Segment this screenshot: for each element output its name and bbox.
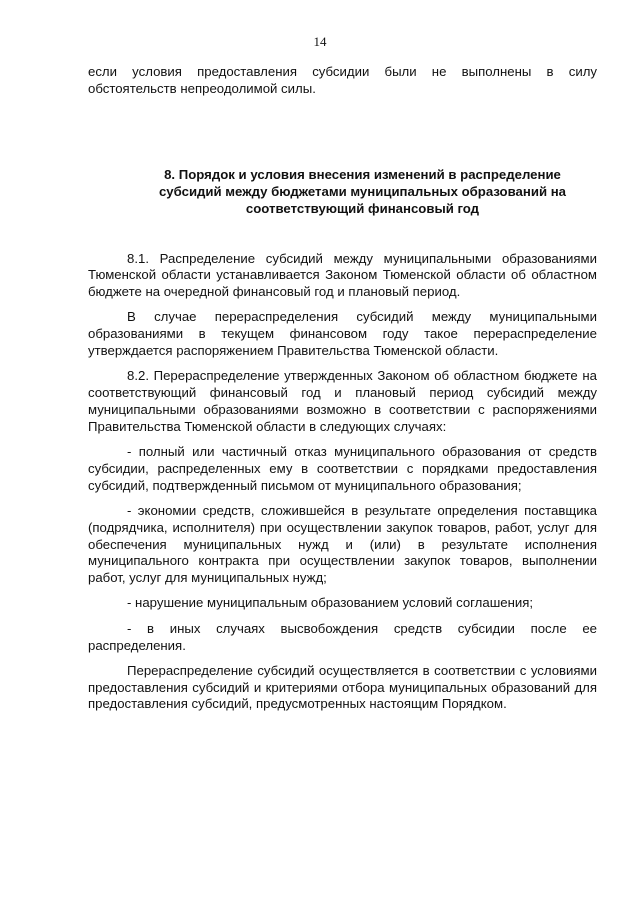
paragraph-redistribution: В случае перераспределения субсидий между муниципальными образованиями в текущем финансовом году такое перераспределение утверждается распоряжением Правительства Тюменской области. [88, 309, 597, 359]
paragraph-intro: если условия предоставления субсидии были не выполнены в силу обстоятельств непреодолимой силы. [88, 64, 597, 96]
section-heading-line-1: 8. Порядок и условия внесения изменений в распределение [164, 166, 561, 182]
section-heading-line-3: соответствующий финансовый год [245, 200, 480, 216]
paragraph-8-2: 8.2. Перераспределение утвержденных Законом об областном бюджете на соответствующий финансовый год и плановый период субсидий между муниципальными образованиями возможно в соответствии с распоряжениями Правительства Тюменской области в следующих случаях: [88, 368, 597, 434]
list-item-savings: - экономии средств, сложившейся в результате определения поставщика (подрядчика, исполнителя) при осуществлении закупок товаров, работ, услуг для обеспечения муниципальных нужд и (или) в результате исполнения муниципального контракта при осуществлении закупок товаров, выполнении работ, услуг для муниципальных нужд; [88, 502, 597, 586]
section-heading-line-2: субсидий между бюджетами муниципальных образований на [158, 183, 567, 199]
document-body [88, 64, 597, 722]
list-item-refusal: - полный или частичный отказ муниципального образования от средств субсидии, распределенных ему в соответствии с порядками предоставления субсидий, подтвержденный письмом от муниципального образования; [88, 444, 597, 493]
page-number: 14 [313, 34, 327, 49]
paragraph-8-1: 8.1. Распределение субсидий между муниципальными образованиями Тюменской области устанавливается Законом Тюменской области об областном бюджете на очередной финансовый год и плановый период. [88, 250, 597, 300]
section-heading [88, 166, 597, 217]
paragraph-final: Перераспределение субсидий осуществляется в соответствии с условиями предоставления субсидий и критериями отбора муниципальных образований для предоставления субсидий, предусмотренных настоящим Порядком. [88, 662, 597, 712]
list-item-violation: - нарушение муниципальным образованием условий соглашения; [127, 595, 534, 611]
list-item-other-cases: - в иных случаях высвобождения средств субсидии после ее распределения. [88, 620, 597, 653]
